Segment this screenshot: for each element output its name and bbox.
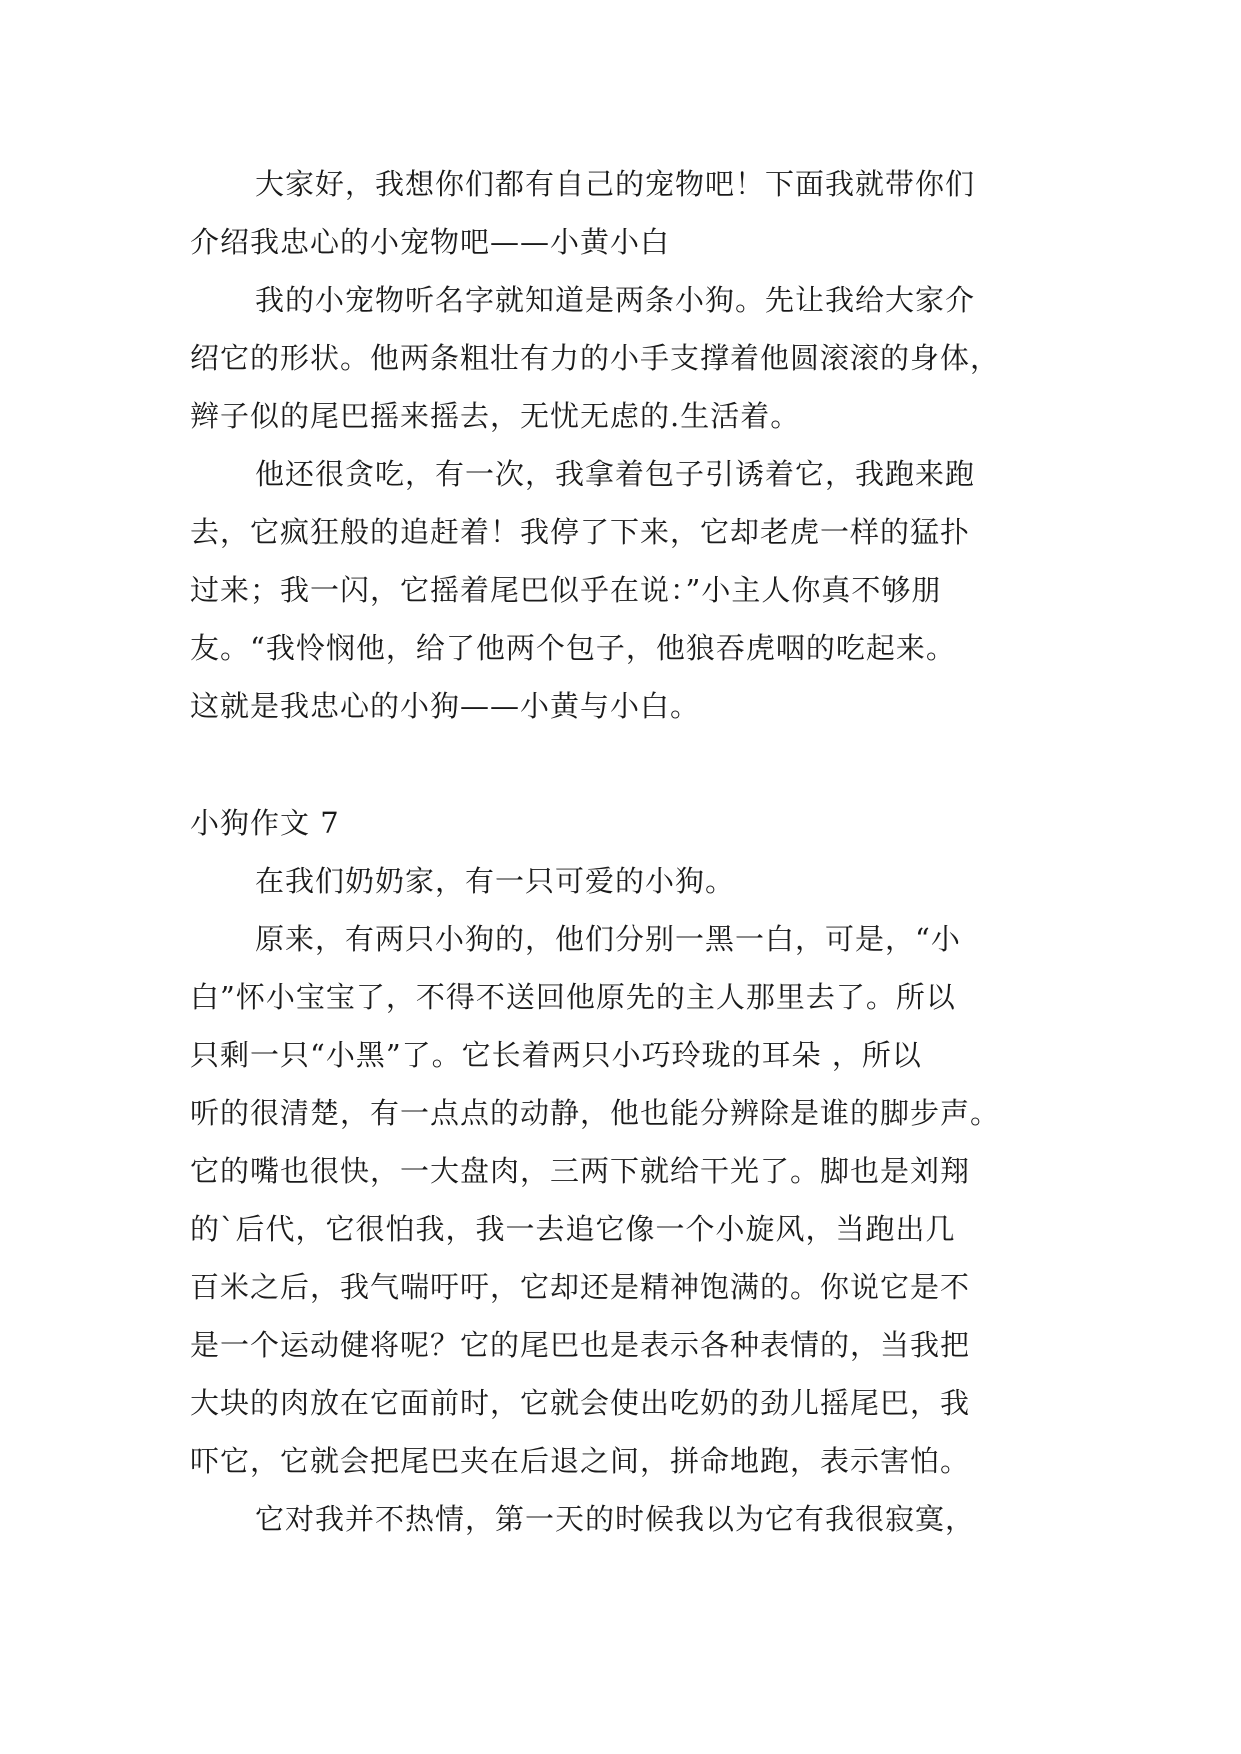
paragraph-line: 过来；我一闪，它摇着尾巴似乎在说：”小主人你真不够朋: [190, 573, 942, 607]
paragraph-line: 它对我并不热情，第一天的时候我以为它有我很寂寞，: [255, 1502, 976, 1536]
paragraph-line: 白”怀小宝宝了，不得不送回他原先的主人那里去了。所以: [190, 980, 956, 1014]
paragraph-line: 它的嘴也很快，一大盘肉，三两下就给干光了。脚也是刘翔: [190, 1154, 971, 1188]
paragraph-line: 辫子似的尾巴摇来摇去，无忧无虑的.生活着。: [190, 399, 801, 433]
paragraph-line: 百米之后，我气喘吁吁，它却还是精神饱满的。你说它是不: [190, 1270, 971, 1304]
paragraph-line: 大家好，我想你们都有自己的宠物吧！下面我就带你们: [255, 167, 976, 201]
paragraph-line: 吓它，它就会把尾巴夹在后退之间，拼命地跑，表示害怕。: [190, 1444, 971, 1478]
paragraph-line: 这就是我忠心的小狗——小黄与小白。: [190, 689, 701, 723]
paragraph-line: 介绍我忠心的小宠物吧——小黄小白: [190, 225, 671, 259]
paragraph-line: 是一个运动健将呢？它的尾巴也是表示各种表情的，当我把: [190, 1328, 971, 1362]
paragraph-line: 他还很贪吃，有一次，我拿着包子引诱着它，我跑来跑: [255, 457, 976, 491]
paragraph-line: 只剩一只“小黑”了。它长着两只小巧玲珑的耳朵 ，所以: [190, 1038, 922, 1072]
paragraph-line: 绍它的形状。他两条粗壮有力的小手支撑着他圆滚滚的身体，: [190, 341, 1001, 375]
paragraph-line: 在我们奶奶家，有一只可爱的小狗。: [255, 864, 736, 898]
paragraph-line: 去，它疯狂般的追赶着！我停了下来，它却老虎一样的猛扑: [190, 515, 971, 549]
paragraph-line: 的`后代，它很怕我，我一去追它像一个小旋风，当跑出几: [190, 1212, 956, 1246]
paragraph-line: 原来，有两只小狗的，他们分别一黑一白，可是，“小: [255, 922, 961, 956]
paragraph-line: 友。“我怜悯他，给了他两个包子，他狼吞虎咽的吃起来。: [190, 631, 956, 665]
paragraph-line: 大块的肉放在它面前时，它就会使出吃奶的劲儿摇尾巴，我: [190, 1386, 971, 1420]
paragraph-line: 我的小宠物听名字就知道是两条小狗。先让我给大家介: [255, 283, 976, 317]
paragraph-line: 听的很清楚，有一点点的动静，他也能分辨除是谁的脚步声。: [190, 1096, 1001, 1130]
section-title: 小狗作文 7: [190, 806, 340, 840]
